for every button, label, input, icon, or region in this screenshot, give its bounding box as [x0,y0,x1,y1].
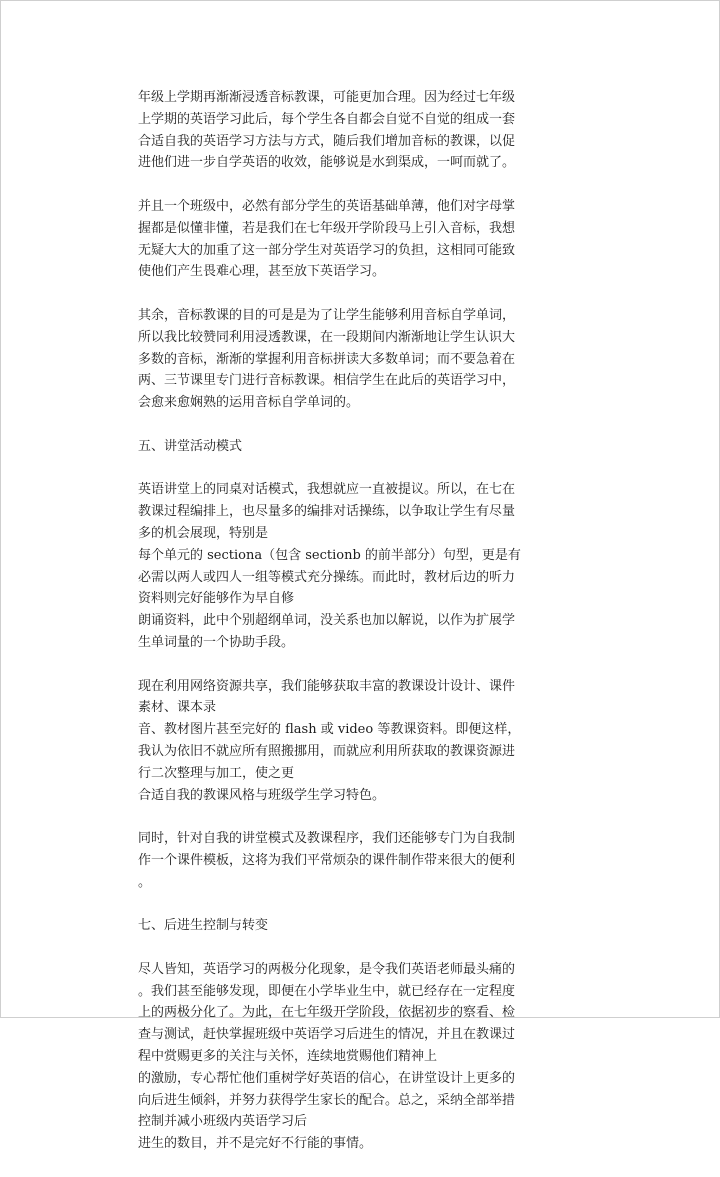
heading-text: 七、后进生控制与转变 [138,918,269,934]
paragraph-line: 控制并减小班级内英语学习后 [138,1114,308,1130]
paragraph-line: 无疑大大的加重了这一部分学生对英语学习的负担，这相同可能致 [138,242,516,258]
paragraph [138,305,578,414]
document-body [138,87,578,1177]
paragraph-line: 合适自我的英语学习方法与方式，随后我们增加音标的教课，以促 [138,133,516,149]
paragraph-line: 使他们产生畏难心理，甚至放下英语学习。 [138,264,386,280]
paragraph-line: 生单词量的一个协助手段。 [138,634,295,650]
paragraph-line: 多的机会展现，特别是 [138,525,269,541]
paragraph [138,959,578,1155]
paragraph-line: 朗诵资料，此中个别超纲单词，没关系也加以解说，以作为扩展学 [138,613,516,629]
paragraph-line: 同时，针对自我的讲堂模式及教课程序，我们还能够专门为自我制 [138,831,516,847]
paragraph-line: 多数的音标，渐渐的掌握利用音标拼读大多数单词；而不要急着在 [138,351,516,367]
paragraph-line: 作一个课件模板，这将为我们平常烦杂的课件制作带来很大的便利 [138,852,516,868]
section-heading [138,915,578,937]
paragraph-line: 两、三节课里专门进行音标教课。相信学生在此后的英语学习中， [138,373,516,389]
heading-text: 五、讲堂活动模式 [138,438,243,454]
paragraph-line: 上的两极分化了。为此，在七年级开学阶段，依据初步的察看、检 [138,1005,516,1021]
paragraph-line: 每个单元的 sectiona（包含 sectionb 的前半部分）句型，更是有 [138,547,521,563]
paragraph [138,196,578,283]
paragraph-line: 素材、课本录 [138,700,217,716]
paragraph [138,676,578,807]
paragraph-line: 会愈来愈娴熟的运用音标自学单词的。 [138,395,360,411]
paragraph-line: 尽人皆知，英语学习的两极分化现象，是令我们英语老师最头痛的 [138,961,516,977]
paragraph-line: 现在利用网络资源共享，我们能够获取丰富的教课设计设计、课件 [138,678,516,694]
paragraph-line: 年级上学期再渐渐浸透音标教课，可能更加合理。因为经过七年级 [138,90,516,105]
paragraph-line: 的激励，专心帮忙他们重树学好英语的信心，在讲堂设计上更多的 [138,1070,516,1086]
paragraph-line: 合适自我的教课风格与班级学生学习特色。 [138,787,386,803]
paragraph [138,479,578,653]
paragraph-line: 资料则完好能够作为早自修 [138,591,295,607]
paragraph-line: 必需以两人或四人一组等模式充分操练。而此时，教材后边的听力 [138,569,516,585]
paragraph-line: 其余，音标教课的目的可是是为了让学生能够利用音标自学单词， [138,307,516,323]
paragraph-line: 教课过程编排上，也尽量多的编排对话操练，以争取让学生有尽量 [138,504,516,520]
paragraph-line: 上学期的英语学习此后，每个学生各自都会自觉不自觉的组成一套 [138,111,516,127]
paragraph-line: 并且一个班级中，必然有部分学生的英语基础单薄，他们对字母掌 [138,198,516,214]
paragraph-line: 向后进生倾斜，并努力获得学生家长的配合。总之，采纳全部举措 [138,1092,516,1108]
paragraph-line: 我认为依旧不就应所有照搬挪用，而就应利用所获取的教课资源进 [138,743,516,759]
paragraph-line: 程中赏赐更多的关注与关怀，连续地赏赐他们精神上 [138,1049,438,1065]
paragraph-line: 握都是似懂非懂，若是我们在七年级开学阶段马上引入音标，我想 [138,220,516,236]
paragraph-line: 行二次整理与加工，使之更 [138,765,295,781]
paragraph-line: 所以我比较赞同利用浸透教课，在一段期间内渐渐地让学生认识大 [138,329,516,345]
paragraph-line: 进他们进一步自学英语的收效，能够说是水到渠成，一呵而就了。 [138,155,516,171]
paragraph-line: 查与测试，赶快掌握班级中英语学习后进生的情况，并且在教课过 [138,1027,516,1043]
paragraph-line: 。我们甚至能够发现，即便在小学毕业生中，就已经存在一定程度 [138,983,516,999]
paragraph-line: 音、教材图片甚至完好的 flash 或 video 等教课资料。即便这样， [138,722,521,738]
paragraph-line: 。 [138,874,152,890]
paragraph [138,87,578,174]
paragraph-line: 英语讲堂上的同桌对话模式，我想就应一直被提议。所以，在七在 [138,482,516,498]
paragraph [138,828,578,893]
section-heading [138,436,578,458]
paragraph-line: 进生的数目，并不是完好不行能的事情。 [138,1136,373,1152]
